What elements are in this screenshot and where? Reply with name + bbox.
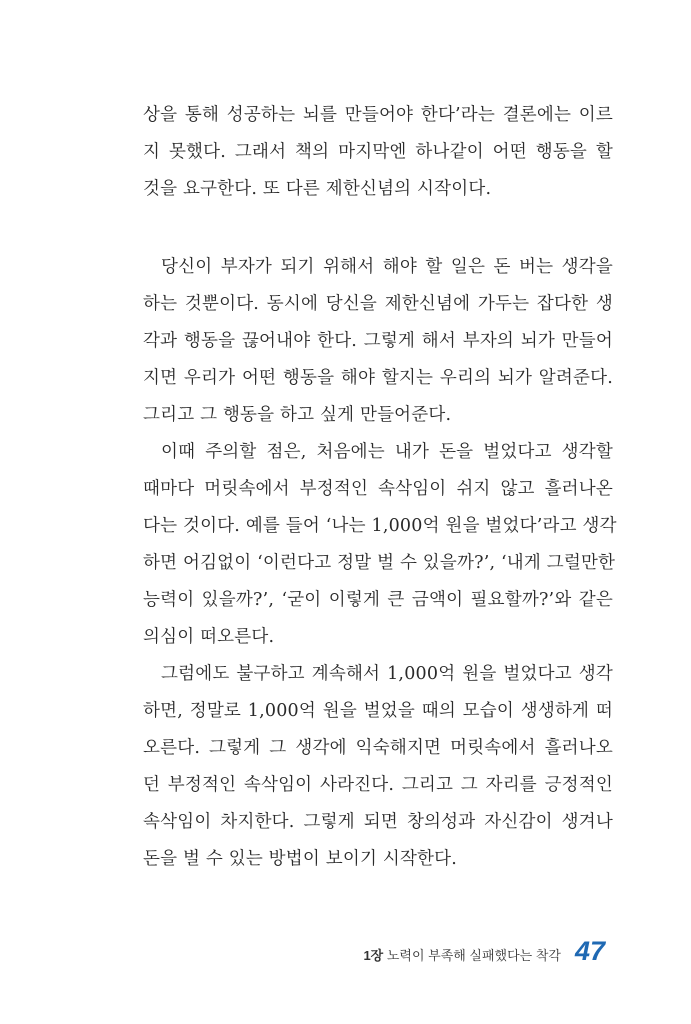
text-line: 그리고 그 행동을 하고 싶게 만들어준다.	[143, 405, 452, 425]
text-line: 때마다 머릿속에서 부정적인 속삭임이 쉬지 않고 흘러나온	[143, 479, 613, 499]
text-line: 다는 것이다. 예를 들어 ‘나는 1,000억 원을 벌었다’라고 생각	[143, 516, 617, 536]
chapter-number: 1장	[363, 948, 384, 963]
text-line: 속삭임이 차지한다. 그렇게 되면 창의성과 자신감이 생겨나	[143, 812, 613, 832]
running-footer	[363, 945, 561, 964]
text-line: 당신이 부자가 되기 위해서 해야 할 일은 돈 버는 생각을	[161, 257, 613, 277]
text-line: 의심이 떠오른다.	[143, 627, 275, 647]
text-line: 것을 요구한다. 또 다른 제한신념의 시작이다.	[143, 179, 492, 199]
text-line: 지면 우리가 어떤 행동을 해야 할지는 우리의 뇌가 알려준다.	[143, 368, 613, 388]
text-line: 하면 어김없이 ‘이런다고 정말 벌 수 있을까?’, ‘내게 그럴만한	[143, 553, 616, 573]
page-number: 47	[574, 936, 605, 966]
paragraph-4	[143, 656, 613, 878]
text-line: 오른다. 그렇게 그 생각에 익숙해지면 머릿속에서 흘러나오	[143, 738, 613, 758]
paragraph-3	[143, 434, 617, 656]
page-footer	[363, 936, 605, 967]
text-line: 각과 행동을 끊어내야 한다. 그렇게 해서 부자의 뇌가 만들어	[143, 331, 613, 351]
text-line: 그럼에도 불구하고 계속해서 1,000억 원을 벌었다고 생각	[161, 664, 613, 684]
text-line: 던 부정적인 속삭임이 사라진다. 그리고 그 자리를 긍정적인	[143, 775, 613, 795]
text-line: 능력이 있을까?’, ‘굳이 이렇게 큰 금액이 필요할까?’와 같은	[143, 590, 613, 610]
text-line: 지 못했다. 그래서 책의 마지막엔 하나같이 어떤 행동을 할	[143, 142, 613, 162]
paragraph-1	[143, 97, 613, 208]
text-line: 하면, 정말로 1,000억 원을 벌었을 때의 모습이 생생하게 떠	[143, 701, 613, 721]
text-line: 돈을 벌 수 있는 방법이 보이기 시작한다.	[143, 849, 458, 869]
text-line: 이때 주의할 점은, 처음에는 내가 돈을 벌었다고 생각할	[161, 442, 613, 462]
text-line: 상을 통해 성공하는 뇌를 만들어야 한다’라는 결론에는 이르	[143, 105, 613, 125]
text-line: 하는 것뿐이다. 동시에 당신을 제한신념에 가두는 잡다한 생	[143, 294, 613, 314]
chapter-title: 노력이 부족해 실패했다는 착각	[386, 948, 561, 963]
paragraph-2	[143, 249, 613, 434]
